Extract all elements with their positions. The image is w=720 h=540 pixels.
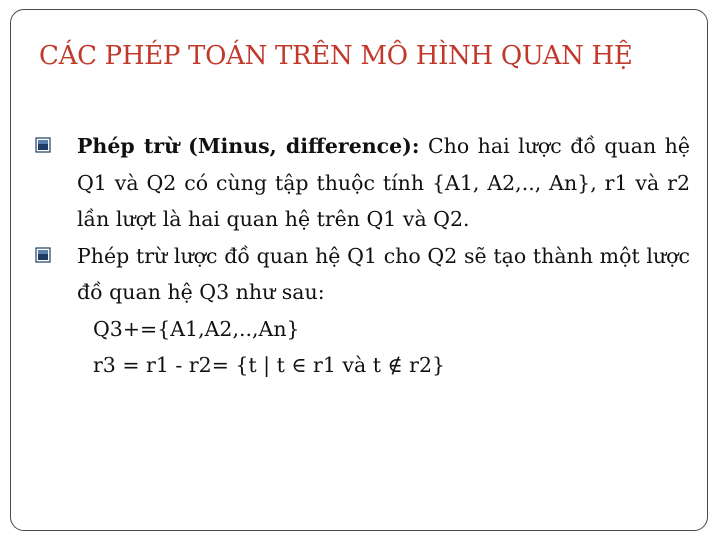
slide-title: CÁC PHÉP TOÁN TRÊN MÔ HÌNH QUAN HỆ (39, 41, 633, 71)
bullet-description: Cho hai lược đồ quan hệ Q1 và Q2 có cùng tập thuộc tính {A1, A2,.., An}, r1 và r2 lần lượt là hai quan hệ trên Q1 và Q2. (77, 134, 690, 231)
bullet-description: Phép trừ lược đồ quan hệ Q1 cho Q2 sẽ tạo thành một lược đồ quan hệ Q3 như sau: (77, 243, 690, 304)
bullet-item-minus-definition (35, 128, 690, 238)
slide-body (35, 128, 690, 384)
formula-difference: r3 = r1 - r2= {t | t ∈ r1 và t ∉ r2} (93, 353, 446, 377)
formula-attribute-set: Q3+={A1,A2,..,An} (93, 316, 300, 341)
checkbox-bullet-icon (35, 137, 51, 153)
slide-frame (10, 9, 708, 531)
bullet-text (77, 238, 690, 311)
bullet-text (77, 128, 690, 238)
bullet-item-minus-result (35, 238, 690, 311)
checkbox-bullet-icon (35, 247, 51, 263)
bullet-bold-label: Phép trừ (Minus, difference): (77, 134, 420, 158)
